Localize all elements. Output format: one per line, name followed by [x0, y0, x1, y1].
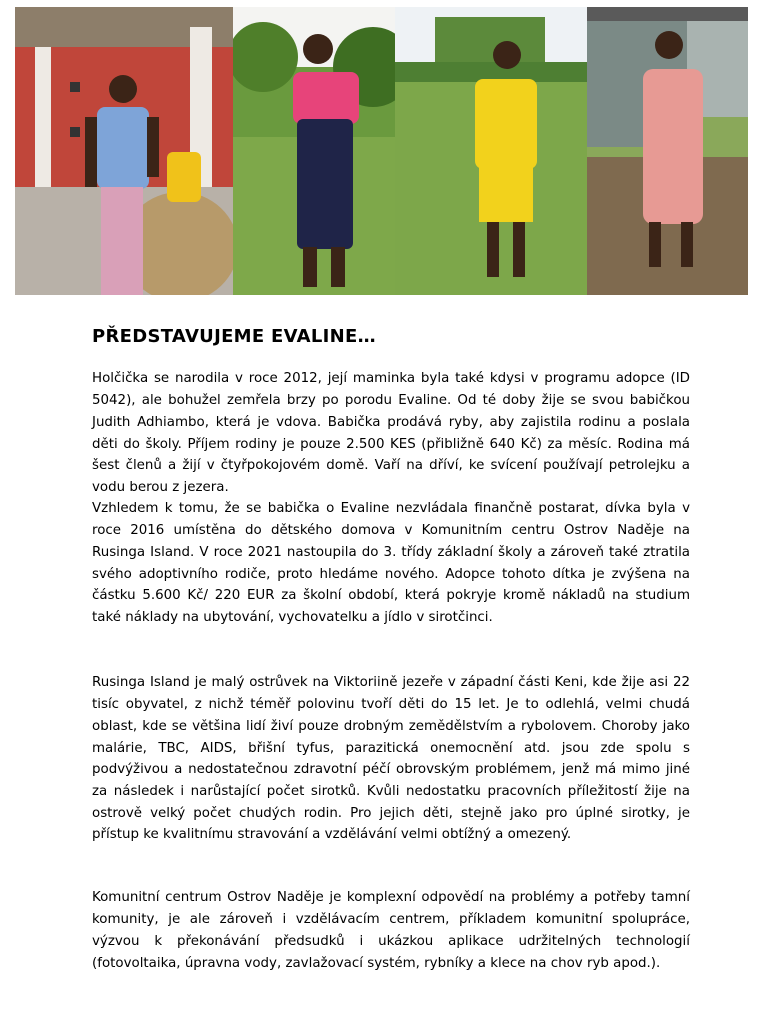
- photo-girl-pink-dress: [587, 7, 748, 295]
- paragraph-4: Komunitní centrum Ostrov Naděje je komplexní odpovědí na problémy a potřeby tamní komunity, je ale zároveň i vzdělávacím centrem, příkladem komunitní spolupráce, výzvou k překonávání předsudků i ukázkou aplikace udržitelných technologií (fotovoltaika, úpravna vody, zavlažovací systém, rybníky a klece na chov ryb apod.).: [92, 890, 690, 971]
- paragraph-2: Vzhledem k tomu, že se babička o Evaline nezvládala finančně postarat, dívka byla v roce 2016 umístěna do dětského domova v Komunitním centru Ostrov Naděje na Rusinga Island. V roce 2021 nastoupila do 3. třídy základní školy a zároveň také ztratila svého adoptivního rodiče, proto hledáme nového. Adopce tohoto dítka je zvýšena na částku 5.600 Kč/ 220 EUR za školní období, která pokryje kromě nákladů na studium také náklady na ubytování, vychovatelku a jídlo v sirotčinci.: [92, 501, 690, 625]
- photo-strip: [15, 7, 748, 295]
- photo-girl-pink-shirt-navy-skirt: [233, 7, 395, 295]
- paragraph-1: Holčička se narodila v roce 2012, její maminka byla také kdysi v programu adopce (ID 5042), ale bohužel zemřela brzy po porodu Evaline. Od té doby žije se svou babičkou Judith Adhiambo, která je vdova. Babička prodává ryby, aby zajistila rodinu a poslala děti do školy. Příjem rodiny je pouze 2.500 KES (přibližně 640 Kč) za měsíc. Rodina má šest členů a žijí v čtyřpokojovém domě. Vaří na dříví, ke svícení používají petrolejku a vodu berou z jezera.: [92, 371, 690, 495]
- article-title: PŘEDSTAVUJEME EVALINE…: [92, 326, 376, 347]
- photo-girl-blue-shirt-with-sack: [15, 7, 233, 295]
- photo-girl-yellow-outfit: [395, 7, 587, 295]
- paragraph-3: Rusinga Island je malý ostrůvek na Viktoriině jezeře v západní části Keni, kde žije asi 22 tisíc obyvatel, z nichž téměř polovinu tvoří děti do 15 let. Je to odlehlá, velmi chudá oblast, kde se většina lidí živí pouze drobným zemědělstvím a rybolovem. Choroby jako malárie, TBC, AIDS, břišní tyfus, parazitická onemocnění atd. jsou zde spolu s podvýživou a nedostatečnou zdravotní péčí obrovským problémem, jenž má mimo jiné za následek i narůstající počet sirotků. Kvůli nedostatku pracovních příležitostí žije na ostrově velký počet chudých rodin. Pro jejich děti, stejně jako pro úplné sirotky, je přístup ke kvalitnímu stravování a vzdělávání velmi obtížný a omezený.: [92, 675, 690, 843]
